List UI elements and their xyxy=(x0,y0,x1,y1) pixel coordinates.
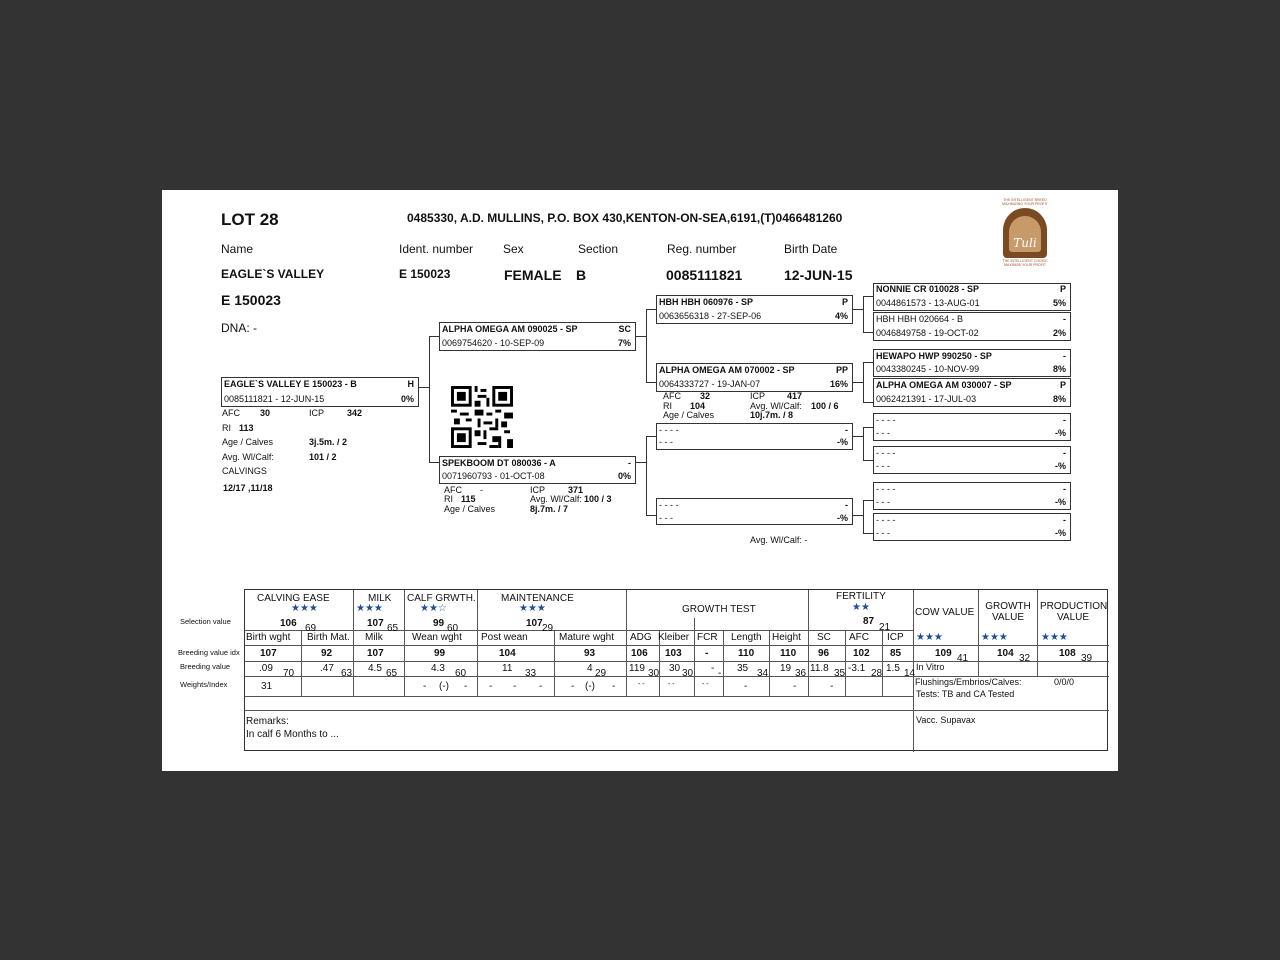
qr-code xyxy=(449,386,515,448)
tuli-logo: THE INTELLIGENT BREED MAXIMIZING YOUR PROFIT Tuli THE INTELLIGENT CHOICE MAXIMISE YOUR PROFIT xyxy=(1002,198,1048,267)
gg-box-5: - - - - - - - - -% xyxy=(873,413,1071,441)
remarks-text: In calf 6 Months to ... xyxy=(246,729,339,740)
reg-label: Reg. number xyxy=(667,242,737,256)
sire-box: ALPHA OMEGA AM 090025 - SP SC 0069754620 - 10-SEP-09 7% xyxy=(439,322,636,351)
flushings-label: Flushings/Embrios/Calves: xyxy=(915,677,1022,687)
dam-dam-box: - - - - - - - - -% xyxy=(656,498,853,525)
ident-value: E 150023 xyxy=(399,267,451,281)
dna-status: DNA: - xyxy=(221,321,257,335)
section-value: B xyxy=(576,267,587,283)
tests-text: Tests: TB and CA Tested xyxy=(916,689,1015,699)
dam-sire-box: - - - - - - - - -% xyxy=(656,423,853,450)
flushings-value: 0/0/0 xyxy=(1054,677,1075,687)
name-value: EAGLE`S VALLEY xyxy=(221,267,325,281)
ident-label: Ident. number xyxy=(399,242,474,256)
pedigree-sheet: LOT 28 0485330, A.D. MULLINS, P.O. BOX 430,KENTON-ON-SEA,6191,(T)0466481260 Name Ident. number Sex Section Reg. number Birth Date EAGLE`S VALLEY E 150023 FEMALE B 0085111821 12-JUN-15 E 150023 DNA: - THE INTELLIGENT BREED MAXIMIZING YOUR PROFIT Tuli THE INTELLIGENT CHOICE MAXIMISE YOUR PROFIT EAGLE`S VALLEY E 150023 - B H 0085111821 - 12-JUN-15 0% AFC 30 ICP 342 RI 113 Age / Calves 3j.5m. / 2 Avg. Wl/Calf: 101 / 2 CALVINGS 12/17 ,11/18 ALPHA OMEGA AM 090025 - SP SC 0069754620 - 10-SEP-09 7% SPEKBOOM DT 080036 - A - 0071960793 - 01-OCT-08 0% AFC - ICP 371 RI 115 Avg. Wl/Calf: 100 / 3 Age / Calves 8j.7m. / 7 HBH HBH 060976 - SP P 0063656318 - 27-SEP-06 4% ALPHA OMEGA AM 070002 - SP PP 0064333727 - 19-JAN-07 16% AFC 32 ICP 417 RI 104 Avg. Wl/Calf: 100 / 6 Age / Calves 10j.7m. / 8 - - - - - - - - -% - - - - - - - - -% Avg. Wl/Calf: - NONNIE CR 010028 - SP P 0044861573 - 13-AUG-01 5% HBH HBH 020664 - B - 0046849758 - 19-OCT-02 2% HEWAPO HWP 990250 - SP - 0043380245 - 10-NOV-99 8% ALPHA OMEGA AM 030007 - SP P 0062421391 - 17-JUL-03 8% - - - - - - - - -% - - - - - - - - -% - - - - - - - - -% - - - - - - - - -% Selection value Breeding value idx Breeding value Weights/Index CALVING EASE ★★★ 106 69 MILK ★★★ 107 65 CALF GRWTH. ★★☆ 99 60 MAINTENANCE ★★★ 107 29 GROWTH TEST FERTILITY ★★ 87 21 COW VALUE ★★★ 109 41 GROWTH VALUE ★★★ 104 32 PRODUCTION VALUE ★★★ 108 39 Birth wght Birth Mat. Milk Wean wght Post wean Mature wght ADG Kleiber FCR Length Height SC AFC ICP 107 92 107 99 104 93 106 103 - 110 110 96 102 85 .09 70 .47 63 4.5 65 4.3 60 11 33 4 29 119 30 30 30 - - 35 34 19 36 11.8 35 -3.1 28 1.5 14 31 - (-) - - - - - (-) - - - - - - - - - - Remarks: In calf 6 Months to ... In Vitro Flushings/Embrios/Calves: 0/0/0 Tests: TB and CA Tested Vacc. Supavax xyxy=(162,190,1118,771)
name-label: Name xyxy=(221,242,254,256)
gg-box-3: HEWAPO HWP 990250 - SP - 0043380245 - 10-NOV-99 8% xyxy=(873,349,1071,377)
in-vitro: In Vitro xyxy=(916,662,945,672)
sex-value: FEMALE xyxy=(504,267,562,283)
dam-dam-avg: Avg. Wl/Calf: - xyxy=(750,535,808,545)
birth-label: Birth Date xyxy=(784,242,838,256)
sire-dam-box: ALPHA OMEGA AM 070002 - SP PP 0064333727 - 19-JAN-07 16% xyxy=(656,363,853,392)
section-label: Section xyxy=(578,242,619,256)
reg-value: 0085111821 xyxy=(666,267,743,283)
evaluation-table: CALVING EASE ★★★ 106 69 MILK ★★★ 107 65 CALF GRWTH. ★★☆ 99 60 MAINTENANCE ★★★ 107 29 GROWTH TEST FERTILITY ★★ 87 21 COW VALUE ★★★ 109 41 GROWTH VALUE ★★★ 104 32 PRODUCTION VALUE ★★★ 108 39 Birth wght Birth Mat. Milk Wean wght Post wean Mature wght ADG Kleiber FCR Length Height SC AFC ICP 107 92 107 99 104 93 106 103 - 110 110 96 102 85 .09 70 .47 63 4.5 65 4.3 60 11 33 4 29 119 30 30 30 - - 35 34 19 36 11.8 35 -3.1 28 1.5 14 31 - (-) - - - - - (-) - - - - - - - - - - Remarks: In calf 6 Months to ... In Vitro Flushings/Embrios/Calves: 0/0/0 Tests: TB and CA Tested Vacc. Supavax xyxy=(244,589,1108,751)
short-id: E 150023 xyxy=(221,292,281,308)
birth-value: 12-JUN-15 xyxy=(784,267,853,283)
gg-box-6: - - - - - - - - -% xyxy=(873,446,1071,474)
animal-box: EAGLE`S VALLEY E 150023 - B H 0085111821 - 12-JUN-15 0% xyxy=(221,377,419,407)
remarks-label: Remarks: xyxy=(246,716,289,727)
owner-info: 0485330, A.D. MULLINS, P.O. BOX 430,KENTON-ON-SEA,6191,(T)0466481260 xyxy=(407,211,843,225)
gg-box-7: - - - - - - - - -% xyxy=(873,482,1071,510)
dam-box: SPEKBOOM DT 080036 - A - 0071960793 - 01-OCT-08 0% xyxy=(439,456,636,484)
gg-box-4: ALPHA OMEGA AM 030007 - SP P 0062421391 - 17-JUL-03 8% xyxy=(873,378,1071,407)
gg-box-1: NONNIE CR 010028 - SP P 0044861573 - 13-AUG-01 5% xyxy=(873,283,1071,311)
gg-box-2: HBH HBH 020664 - B - 0046849758 - 19-OCT-02 2% xyxy=(873,312,1071,341)
sire-sire-box: HBH HBH 060976 - SP P 0063656318 - 27-SEP-06 4% xyxy=(656,295,853,324)
vaccination-text: Vacc. Supavax xyxy=(916,715,976,725)
gg-box-8: - - - - - - - - -% xyxy=(873,513,1071,541)
sex-label: Sex xyxy=(503,242,524,256)
lot-number: LOT 28 xyxy=(221,210,279,229)
